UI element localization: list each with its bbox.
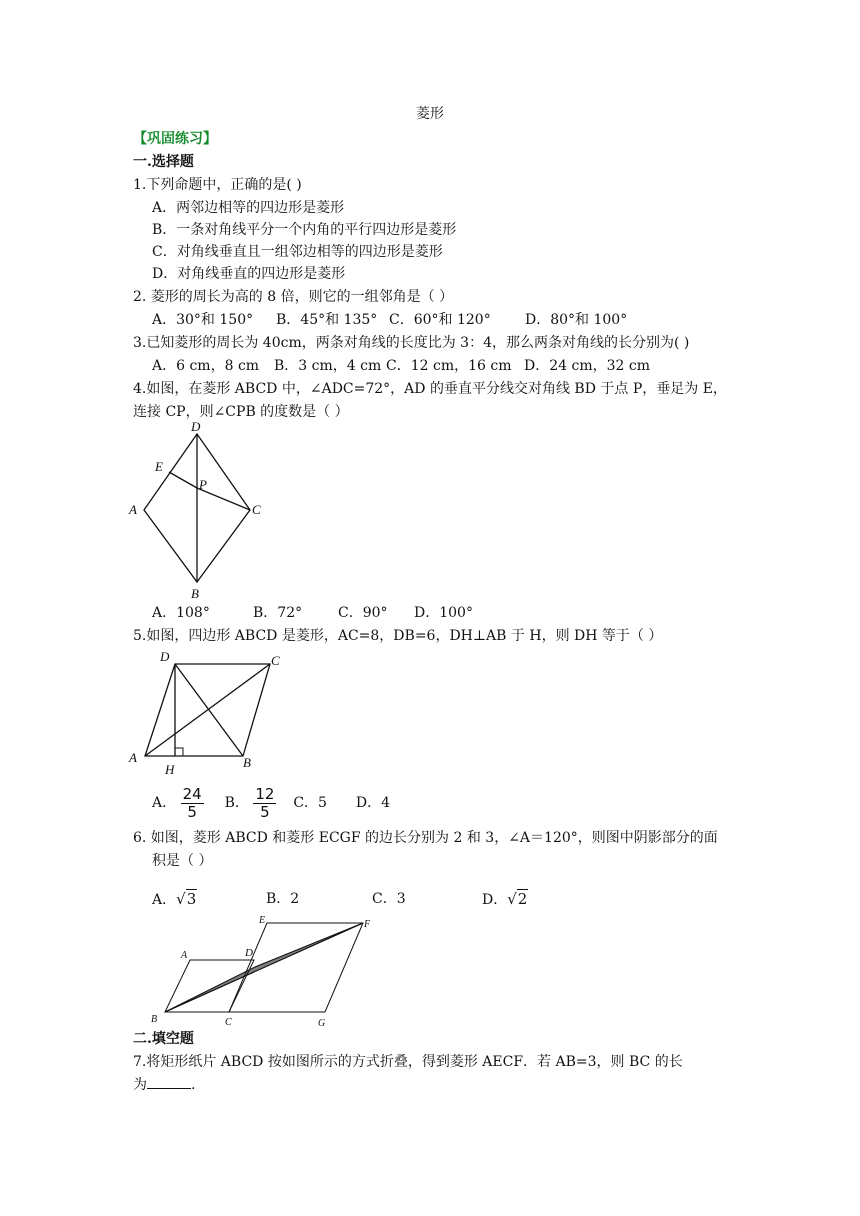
q6-label-e: E (259, 915, 266, 926)
q5-option-b-numerator: 12 (255, 784, 275, 803)
q4-stem-line1: 4.如图，在菱形 ABCD 中，∠ADC=72°，AD 的垂直平分线交对角线 BD 于点 P，垂足为 E， (133, 381, 727, 397)
q4-option-d: D．100° (414, 605, 473, 621)
q6-label-a: A (181, 950, 188, 961)
q1-stem: 1.下列命题中，正确的是( ) (133, 177, 302, 193)
q6-option-d-prefix: D． (482, 892, 508, 908)
q5-option-a-fraction (181, 786, 204, 821)
q3-stem: 3.已知菱形的周长为 40cm，两条对角线的长度比为 3：4，那么两条对角线的长分别为( ) (133, 335, 690, 351)
q6-label-d: D (245, 947, 253, 959)
section-practice-heading: 【巩固练习】 (133, 131, 217, 147)
q5-label-h: H (165, 762, 175, 777)
q2-stem: 2. 菱形的周长为高的 8 倍，则它的一组邻角是（ ） (133, 289, 454, 305)
q4-option-c: C．90° (338, 605, 388, 621)
q7-stem-suffix: . (191, 1077, 196, 1093)
q2-option-d: D．80°和 100° (525, 312, 628, 328)
q5-option-a-numerator: 24 (182, 784, 202, 803)
q6-option-c: C．3 (372, 891, 406, 907)
q1-option-a: A．两邻边相等的四边形是菱形 (152, 200, 345, 216)
q5-options (152, 784, 390, 822)
q7-answer-blank[interactable] (147, 1076, 191, 1089)
q6-two-rhombus-figure (145, 908, 385, 1030)
q5-stem: 5.如图，四边形 ABCD 是菱形，AC=8，DB=6，DH⊥AB 于 H，则 DH 等于（ ） (133, 628, 663, 644)
q3-option-b: B．3 cm，4 cm (274, 358, 382, 374)
q5-label-a: A (129, 750, 137, 765)
q3-option-d: D．24 cm，32 cm (524, 358, 650, 374)
q5-label-b: B (243, 755, 251, 770)
page-title: 菱形 (416, 106, 444, 122)
q2-option-b: B．45°和 135° (276, 312, 378, 328)
q5-option-b-fraction (253, 786, 276, 821)
q1-option-c: C．对角线垂直且一组邻边相等的四边形是菱形 (152, 244, 443, 260)
q4-rhombus-figure (125, 418, 275, 603)
q6-label-b: B (151, 1014, 158, 1025)
q5-label-d: D (160, 649, 170, 664)
section-fill-heading: 二.填空题 (133, 1031, 194, 1047)
q3-option-c: C．12 cm，16 cm (386, 358, 512, 374)
q5-label-c: C (271, 653, 280, 668)
q4-label-c: C (252, 502, 261, 517)
q6-option-a (152, 890, 197, 909)
q6-option-d (482, 890, 528, 909)
q4-label-b: B (191, 586, 199, 601)
q5-rhombus-figure (125, 648, 295, 776)
q1-option-d: D．对角线垂直的四边形是菱形 (152, 266, 346, 282)
q5-option-a-prefix: A． (152, 795, 177, 811)
q4-label-e: E (155, 459, 163, 474)
q6-label-c: C (225, 1017, 232, 1028)
q6-option-d-sqrt: √2 (507, 890, 528, 908)
q6-label-f: F (364, 919, 371, 930)
q6-option-b: B．2 (266, 891, 300, 907)
q3-option-a: A．6 cm，8 cm (152, 358, 260, 374)
q6-option-a-prefix: A． (152, 892, 177, 908)
q6-option-a-sqrt: √3 (176, 890, 197, 908)
q6-stem-line2: 积是（ ） (152, 853, 213, 869)
q5-option-a-denominator: 5 (187, 802, 197, 821)
q6-option-d-radicand: 2 (517, 890, 528, 908)
q5-option-c: C．5 (293, 795, 327, 811)
q4-label-d: D (191, 419, 201, 434)
q4-label-p: P (199, 477, 207, 492)
q5-option-b-prefix: B． (224, 795, 249, 811)
q2-option-c: C．60°和 120° (389, 312, 491, 328)
q2-option-a: A．30°和 150° (152, 312, 254, 328)
section-choice-heading: 一.选择题 (133, 154, 194, 170)
q7-stem-prefix: 为 (133, 1077, 147, 1093)
q6-stem-line1: 6. 如图，菱形 ABCD 和菱形 ECGF 的边长分别为 2 和 3，∠A＝120°，则图中阴影部分的面 (133, 830, 718, 846)
q6-option-a-radicand: 3 (186, 890, 197, 908)
q5-option-b-denominator: 5 (260, 802, 270, 821)
q7-stem-line2 (133, 1076, 195, 1094)
q4-option-a: A．108° (152, 605, 210, 621)
q1-option-b: B．一条对角线平分一个内角的平行四边形是菱形 (152, 222, 457, 238)
q4-option-b: B．72° (253, 605, 303, 621)
q4-stem-line2: 连接 CP，则∠CPB 的度数是（ ） (133, 404, 349, 420)
q5-option-d: D．4 (355, 795, 390, 811)
q4-label-a: A (129, 502, 137, 517)
q7-stem-line1: 7.将矩形纸片 ABCD 按如图所示的方式折叠，得到菱形 AECF．若 AB=3，则 BC 的长 (133, 1054, 683, 1070)
q6-label-g: G (318, 1018, 326, 1029)
